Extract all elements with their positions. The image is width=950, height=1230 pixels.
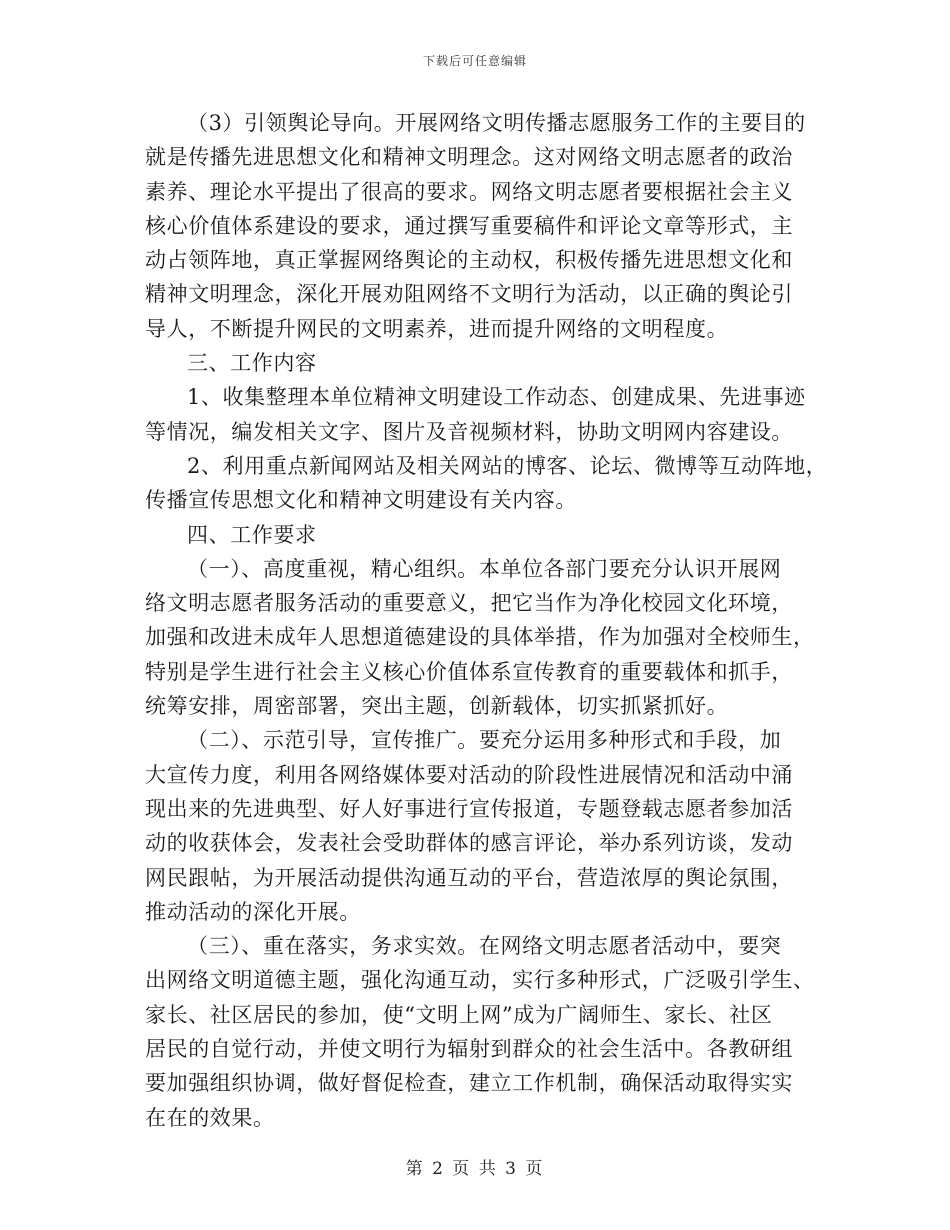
section-heading: 四、工作要求 <box>187 522 317 547</box>
text-line: 网民跟帖，为开展活动提供沟通互动的平台，营造浓厚的舆论氛围， <box>145 865 793 890</box>
text-line: 就是传播先进思想文化和精神文明理念。这对网络文明志愿者的政治 <box>145 145 793 170</box>
text-line: 等情况，编发相关文字、图片及音视频材料，协助文明网内容建设。 <box>145 419 793 444</box>
text-line: 核心价值体系建设的要求，通过撰写重要稿件和评论文章等形式，主 <box>145 213 793 238</box>
text-line: （三）、重在落实，务求实效。在网络文明志愿者活动中，要突 <box>187 934 782 959</box>
document-body <box>145 106 828 1135</box>
text-line: 加强和改进未成年人思想道德建设的具体举措，作为加强对全校师生， <box>145 625 815 650</box>
text-line: 大宣传力度，利用各网络媒体要对活动的阶段性进展情况和活动中涌 <box>145 762 793 787</box>
text-line: 动的收获体会，发表社会受助群体的感言评论，举办系列访谈，发动 <box>145 831 793 856</box>
text-line: （3）引领舆论导向。开展网络文明传播志愿服务工作的主要目的 <box>187 111 806 135</box>
text-line: 居民的自觉行动，并使文明行为辐射到群众的社会生活中。各教研组 <box>145 1037 793 1062</box>
page-header: 下载后可任意编辑 <box>422 54 527 68</box>
text-line: 素养、理论水平提出了很高的要求。网络文明志愿者要根据社会主义 <box>145 179 793 204</box>
text-line: 特别是学生进行社会主义核心价值体系宣传教育的重要载体和抓手， <box>145 659 793 684</box>
text-line: （二）、示范引导，宣传推广。要充分运用多种形式和手段，加 <box>187 728 782 753</box>
text-line: 1、收集整理本单位精神文明建设工作动态、创建成果、先进事迹 <box>187 385 806 410</box>
text-line: 统筹安排，周密部署，突出主题，创新载体，切实抓紧抓好。 <box>145 694 729 719</box>
text-line: （一）、高度重视，精心组织。本单位各部门要充分认识开展网 <box>187 556 782 581</box>
section-heading: 三、工作内容 <box>187 351 317 376</box>
text-line: 动占领阵地，真正掌握网络舆论的主动权，积极传播先进思想文化和 <box>145 248 793 273</box>
text-line: 在在的效果。 <box>145 1105 275 1130</box>
page-number-footer: 第 2 页 共 3 页 <box>405 1159 545 1179</box>
text-line: 传播宣传思想文化和精神文明建设有关内容。 <box>145 488 577 513</box>
text-line: 出网络文明道德主题，强化沟通互动，实行多种形式，广泛吸引学生、 <box>145 968 815 993</box>
text-line: 导人，不断提升网民的文明素养，进而提升网络的文明程度。 <box>145 316 729 341</box>
text-line: 现出来的先进典型、好人好事进行宣传报道，专题登载志愿者参加活 <box>145 796 793 821</box>
text-line: 要加强组织协调，做好督促检查，建立工作机制，确保活动取得实实 <box>145 1071 793 1096</box>
text-line: 推动活动的深化开展。 <box>145 899 361 924</box>
text-line: 2、利用重点新闻网站及相关网站的博客、论坛、微博等互动阵地， <box>187 453 828 478</box>
text-line: 络文明志愿者服务活动的重要意义，把它当作为净化校园文化环境， <box>145 591 793 616</box>
text-line: 精神文明理念，深化开展劝阻网络不文明行为活动，以正确的舆论引 <box>145 282 793 307</box>
text-line: 家长、社区居民的参加，使“文明上网”成为广阔师生、家长、社区 <box>145 1002 773 1027</box>
